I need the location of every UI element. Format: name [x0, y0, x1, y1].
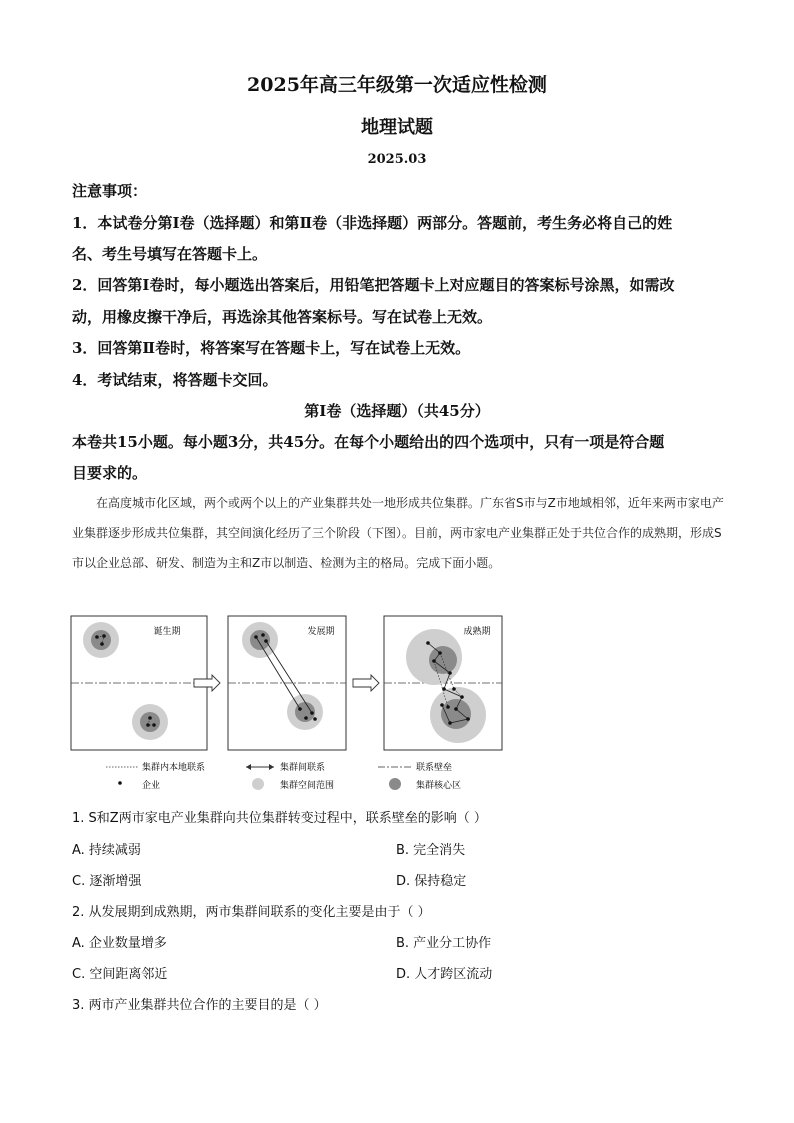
enterprise-dot: [261, 633, 265, 637]
legend-scope: 集群空间范围: [280, 781, 335, 791]
notes-line: 4．考试结束，将答题卡交回。: [72, 371, 278, 389]
notes-line: 动，用橡皮擦干净后，再选涂其他答案标号。写在试卷上无效。: [72, 308, 493, 326]
legend-inter-link: 集群间联系: [280, 763, 326, 773]
exam-date: 2025.03: [367, 152, 427, 167]
enterprise-dot: [448, 721, 452, 725]
q1-option-a[interactable]: A. 持续减弱: [72, 843, 141, 858]
panel-birth: [71, 616, 207, 750]
enterprise-dot: [442, 687, 446, 691]
q2-option-b[interactable]: B. 产业分工协作: [396, 936, 492, 951]
cluster-core: [140, 712, 160, 732]
exam-title: 2025年高三年级第一次适应性检测: [247, 74, 547, 96]
section-title: 第Ⅰ卷（选择题）（共45分）: [304, 402, 490, 420]
subject-title: 地理试题: [361, 117, 433, 138]
enterprise-dot: [452, 687, 456, 691]
question-1-stem: 1. S和Z两市家电产业集群向共位集群转变过程中，联系壁垒的影响（ ）: [72, 811, 487, 826]
section-intro: 目要求的。: [72, 464, 148, 482]
enterprise-dot: [264, 639, 268, 643]
enterprise-dot: [460, 695, 464, 699]
section-intro: 本卷共15小题。每小题3分，共45分。在每个小题给出的四个选项中，只有一项是符合题: [72, 433, 665, 451]
notes-heading: 注意事项：: [72, 182, 148, 200]
notes-line: 1．本试卷分第Ⅰ卷（选择题）和第Ⅱ卷（非选择题）两部分。答题前，考生务必将自己的姓: [72, 214, 673, 232]
enterprise-dot: [454, 707, 458, 711]
question-2-stem: 2. 从发展期到成熟期，两市集群间联系的变化主要是由于（ ）: [72, 905, 431, 920]
passage-text: 在高度城市化区域，两个或两个以上的产业集群共处一地形成共位集群。广东省S市与Z市地域相邻，近年来两市家电产业集群逐步形成共位集群，其空间演化经历了三个阶段（下图）。目前，两市家电产业集群正处于共位合作的成熟期，形成S市以企业总部、研发、制造为主和Z市以制造、检测为主的格局。完成下面小题。: [72, 496, 724, 570]
cluster-core: [441, 699, 471, 729]
stage-arrow: [353, 675, 379, 691]
notes-line: 2．回答第Ⅰ卷时，每小题选出答案后，用铅笔把答题卡上对应题目的答案标号涂黑，如需改: [72, 276, 675, 294]
legend: [106, 761, 461, 791]
q2-option-d[interactable]: D. 人才跨区流动: [396, 967, 493, 982]
panel-label: 成熟期: [463, 627, 491, 637]
enterprise-dot: [313, 717, 317, 721]
q2-option-c[interactable]: C. 空间距离邻近: [72, 967, 168, 982]
legend-barrier: 联系壁垒: [416, 763, 453, 773]
enterprise-dot: [298, 707, 302, 711]
q2-option-a[interactable]: A. 企业数量增多: [72, 936, 167, 951]
cluster-evolution-figure: [70, 615, 504, 803]
notes-line: 3．回答第Ⅱ卷时，将答案写在答题卡上，写在试卷上无效。: [72, 339, 471, 357]
q1-option-c[interactable]: C. 逐渐增强: [72, 874, 142, 889]
legend-core: 集群核心区: [416, 781, 462, 791]
q1-option-d[interactable]: D. 保持稳定: [396, 874, 467, 889]
enterprise-dot: [466, 717, 470, 721]
enterprise-dot: [310, 711, 314, 715]
question-3-stem: 3. 两市产业集群共位合作的主要目的是（ ）: [72, 998, 327, 1013]
q1-option-b[interactable]: B. 完全消失: [396, 843, 466, 858]
enterprise-dot: [254, 635, 258, 639]
panel-label: 发展期: [307, 627, 335, 637]
legend-local-link: 集群内本地联系: [142, 763, 206, 773]
panel-label: 诞生期: [153, 627, 181, 637]
legend-scope-symbol: [252, 778, 264, 790]
panel-development: [228, 616, 346, 750]
enterprise-dot: [426, 641, 430, 645]
enterprise-dot: [432, 659, 436, 663]
enterprise-dot: [440, 703, 444, 707]
legend-enterprise-symbol: [118, 781, 122, 785]
enterprise-dot: [448, 671, 452, 675]
cluster-core: [91, 630, 111, 650]
notes-line: 名、考生号填写在答题卡上。: [72, 245, 268, 263]
legend-core-symbol: [389, 778, 401, 790]
enterprise-dot: [438, 651, 442, 655]
legend-enterprise: 企业: [142, 781, 161, 791]
enterprise-dot: [304, 716, 308, 720]
panel-maturity: [384, 616, 502, 750]
enterprise-dot: [446, 705, 450, 709]
